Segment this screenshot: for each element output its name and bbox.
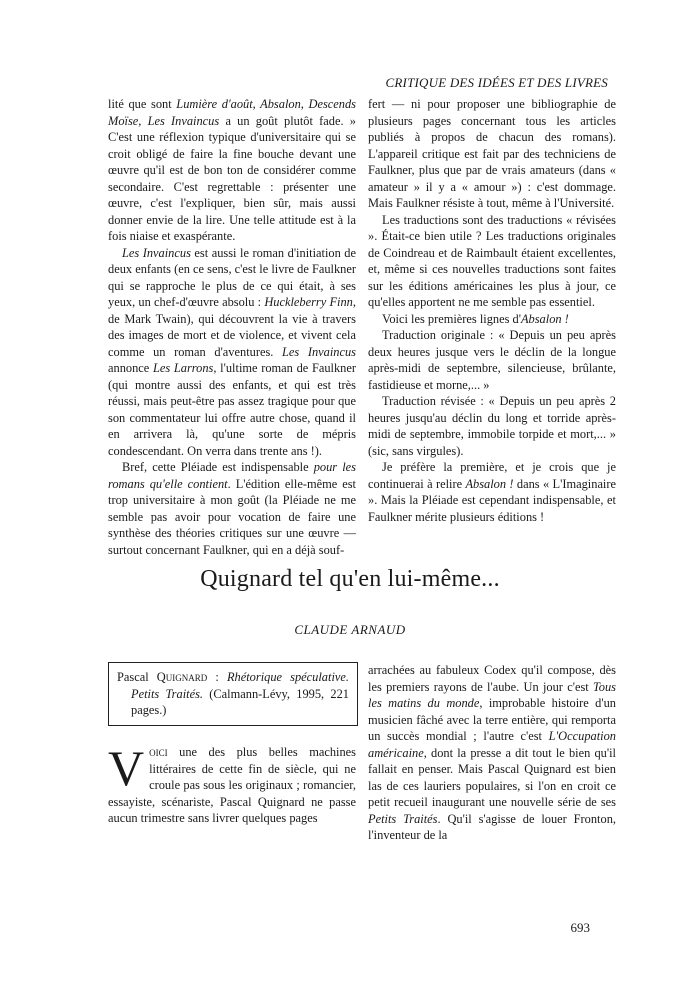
- paragraph: Voici une des plus belles machines littéraires de cette fin de siècle, qui ne croule pas sous les originaux ; romancier, essayiste, scénariste, Pascal Quignard ne passe aucun trimestre sans livrer quelques pages: [108, 740, 356, 825]
- paragraph: Les Invaincus est aussi le roman d'initiation de deux enfants (en ce sens, c'est le livre de Faulkner qui se rapproche le plus de ce qui était, à ses yeux, un chef-d'œuvre absolu : Huckleberry Finn, de Mark Twain), qui découvrent la vie à travers des images de mort et de violence, et vivent cela comme un roman d'aventures. Les Invaincus annonce Les Larrons, l'ultime roman de Faulkner (qui montre aussi des enfants, et qui est très réussi, mais peut-être pas assez tragique pour que son commentateur lui offre autre chose, quand il en arrivera là, qu'une sorte de mépris condescendant. On verra dans trente ans !).: [108, 245, 357, 458]
- paragraph: Bref, cette Pléiade est indispensable pour les romans qu'elle contient. L'édition elle-même est trop universitaire à mon goût (la Pléiade ne me semble pas avoir pour vocation de faire une synthèse des théories critiques sur une œuvre — surtout concernant Faulkner, qui en a déjà souf-: [108, 460, 356, 557]
- column-bottom-left: [108, 740, 356, 827]
- paragraph: Traduction révisée : « Depuis un peu après 2 heures jusqu'au déclin du long et torride après-midi de septembre, immobile torpide et mort,... » (sic, sans virgules).: [368, 394, 616, 458]
- paragraph: Traduction originale : « Depuis un peu après deux heures jusque vers le déclin de la longue après-midi de septembre, silencieuse, brûlante, fastidieuse et morne,... »: [368, 328, 616, 392]
- paragraph: fert — ni pour proposer une bibliographie de plusieurs pages concernant tous les articles publiés à propos de chacun des romans). L'appareil critique est fait par des techniciens de Faulkner, plus que par de vrais amateurs (dans « amateur » il y a « amour ») : c'est dommage. Mais Faulkner résiste à tout, même à l'Université.: [368, 97, 616, 210]
- article-author: CLAUDE ARNAUD: [294, 622, 406, 637]
- article-title: Quignard tel qu'en lui-même...: [200, 566, 500, 592]
- paragraph: arrachées au fabuleux Codex qu'il compose, dès les premiers rayons de l'aube. Un jour c'est Tous les matins du monde, improbable histoire d'un musicien fâché avec la terre entière, qui remporta un succès mondial ; l'autre c'est L'Occupation américaine, dont la presse a dit tout le bien qu'il fallait en penser. Mais Pascal Quignard est bien las de ces lauriers populaires, si l'on en croit ce petit recueil inaugurant une nouvelle série de ses Petits Traités. Qu'il s'agisse de louer Fronton, l'inventeur de la: [368, 663, 616, 842]
- column-bottom-right: [368, 662, 616, 844]
- running-head: CRITIQUE DES IDÉES ET DES LIVRES: [385, 75, 608, 90]
- drop-cap: V: [108, 740, 145, 796]
- paragraph: Voici les premières lignes d'Absalon !: [382, 311, 569, 326]
- column-top-right: [368, 96, 616, 525]
- column-top-left: [108, 96, 356, 558]
- book-reference-box: [108, 662, 358, 726]
- paragraph: Je préfère la première, et je crois que je continuerai à relire Absalon ! dans « L'Imaginaire ». Mais la Pléiade est cependant indispensable, et Faulkner mérite plusieurs éditions !: [368, 460, 617, 524]
- page-number: 693: [570, 920, 590, 935]
- paragraph: Les traductions sont des traductions « révisées ». Était-ce bien utile ? Les traductions originales de Coindreau et de Raimbault étaient excellentes, et, même si ces nouvelles traductions sont faites sur les éditions américaines les plus à jour, ce qu'elles apportent ne me semble pas essentiel.: [368, 212, 616, 309]
- paragraph: lité que sont Lumière d'août, Absalon, Descends Moïse, Les Invaincus a un goût plutôt fade. » C'est une réflexion typique d'universitaire qui se croit obligé de faire la fine bouche devant une œuvre qu'il est de bon ton de considérer comme secondaire. C'est regrettable : présenter une œuvre, c'est l'expliquer, bien sûr, mais aussi donner envie de la lire. Une telle attitude est à la fois niaise et exaspérante.: [108, 97, 356, 243]
- book-reference: Pascal Quignard : Rhétorique spéculative. Petits Traités. (Calmann-Lévy, 1995, 221 pages.): [117, 670, 349, 717]
